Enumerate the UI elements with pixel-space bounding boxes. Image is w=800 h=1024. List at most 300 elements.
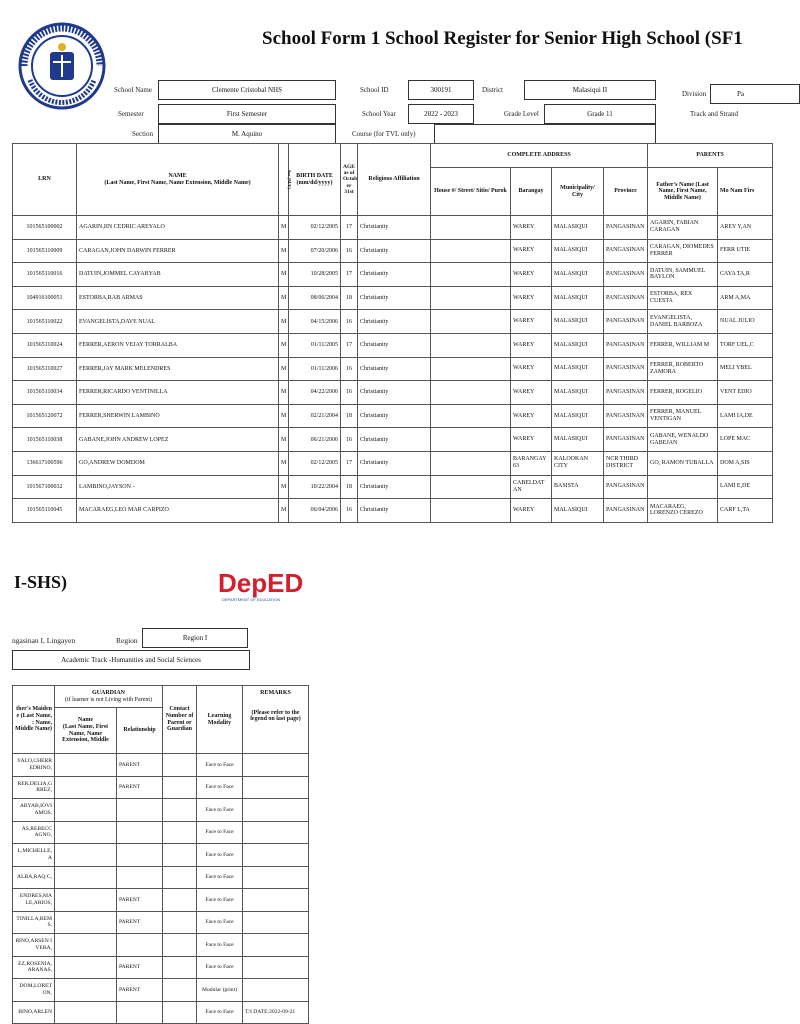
province-cell: PANGASINAN (604, 381, 648, 405)
father-cell: ESTORBA, REX CUESTA (648, 286, 718, 310)
sex-cell: M (279, 333, 289, 357)
name-cell: FERRER,AERON VEJAY TORRALBA (77, 333, 279, 357)
mother-cell: CAYA TA,R (718, 263, 773, 287)
modality-cell: Face to Face (197, 956, 243, 979)
mother-maiden-cell: ALBA,RAQ C, (13, 866, 55, 889)
division-label: Division (682, 90, 707, 98)
mother-cell: LAMI IA,DE (718, 404, 773, 428)
father-cell: MACARAEG, LORENZO CEREZO (648, 499, 718, 523)
mother-cell: CARF L,TA (718, 499, 773, 523)
table-row (13, 776, 309, 799)
birth-date-cell: 01/11/2006 (289, 357, 341, 381)
contact-cell (163, 754, 197, 777)
birth-date-cell: 02/12/2005 (289, 451, 341, 475)
age-cell: 16 (341, 381, 358, 405)
birth-date-cell: 08/06/2004 (289, 286, 341, 310)
contact-cell (163, 911, 197, 934)
district-label: District (482, 86, 503, 94)
municipality-cell: MALASIQUI (552, 381, 604, 405)
sex-cell: M (279, 216, 289, 240)
guardian-name-cell (55, 1001, 117, 1024)
deped-logo-text: DepED (218, 568, 304, 598)
province-cell: PANGASINAN (604, 263, 648, 287)
age-cell: 17 (341, 263, 358, 287)
contact-cell (163, 956, 197, 979)
deped-logo-sub: DEPARTMENT OF EDUCATION (222, 597, 281, 602)
municipality-cell: MALASIQUI (552, 216, 604, 240)
guardian-name-cell (55, 866, 117, 889)
guardian-name-cell (55, 776, 117, 799)
barangay-cell: WAREY (511, 381, 552, 405)
guardian-name-cell (55, 799, 117, 822)
table-row (13, 451, 773, 475)
mother-cell: LAMI E,DE (718, 475, 773, 499)
religion-cell: Christianity (358, 239, 431, 263)
table-row (13, 333, 773, 357)
province-cell: PANGASINAN (604, 286, 648, 310)
lrn-cell: 101565110022 (13, 310, 77, 334)
house-cell (431, 216, 511, 240)
religion-cell: Christianity (358, 404, 431, 428)
mother-maiden-cell: ABYAB,IOVI AMOS, (13, 799, 55, 822)
remarks-cell: T/I DATE:2022-09-21 (243, 1001, 309, 1024)
relationship-cell: PARENT (117, 979, 163, 1002)
table-row (13, 239, 773, 263)
col-complete-address: COMPLETE ADDRESS (431, 144, 648, 168)
col-municipality: Municipality/ City (552, 168, 604, 216)
col-guardian-name: Name (Last Name, First Name, Name Extension, Middle (55, 708, 117, 754)
table-row (13, 310, 773, 334)
modality-cell: Face to Face (197, 911, 243, 934)
age-cell: 17 (341, 216, 358, 240)
relationship-cell (117, 934, 163, 957)
barangay-cell: WAREY (511, 404, 552, 428)
house-cell (431, 475, 511, 499)
barangay-cell: WAREY (511, 499, 552, 523)
modality-cell: Modular (print) (197, 979, 243, 1002)
semester-label: Semester (118, 110, 144, 118)
name-cell: DATUIN,JOMMEL CAYABYAB (77, 263, 279, 287)
contact-cell (163, 979, 197, 1002)
barangay-cell: WAREY (511, 286, 552, 310)
house-cell (431, 239, 511, 263)
table-row (13, 979, 309, 1002)
birth-date-cell: 04/15/2006 (289, 310, 341, 334)
division-value-fragment: ngasinan I, Lingayen (12, 636, 76, 645)
province-cell: PANGASINAN (604, 499, 648, 523)
house-cell (431, 310, 511, 334)
mother-cell: FERR UTIE (718, 239, 773, 263)
birth-date-cell: 04/22/2006 (289, 381, 341, 405)
modality-cell: Face to Face (197, 889, 243, 912)
table-row (13, 934, 309, 957)
register-table (12, 143, 773, 523)
mother-maiden-cell: ENDRES,MA LE,ARIOS, (13, 889, 55, 912)
religion-cell: Christianity (358, 499, 431, 523)
age-cell: 17 (341, 333, 358, 357)
table-row (13, 357, 773, 381)
municipality-cell: MALASIQUI (552, 404, 604, 428)
father-cell: AGARIN, FABIAN CARAGAN (648, 216, 718, 240)
name-cell: GO,ANDREW DOMDOM (77, 451, 279, 475)
municipality-cell: KALOOKAN CITY (552, 451, 604, 475)
col-province: Province (604, 168, 648, 216)
school-year-label: School Year (362, 110, 396, 118)
table-row (13, 286, 773, 310)
lrn-cell: 101565110009 (13, 239, 77, 263)
table-row (13, 216, 773, 240)
name-cell: FERRER,JAY MARK MELENDRES (77, 357, 279, 381)
religion-cell: Christianity (358, 451, 431, 475)
province-cell: PANGASINAN (604, 216, 648, 240)
mother-cell: VENT EDIO (718, 381, 773, 405)
religion-cell: Christianity (358, 475, 431, 499)
region-field: Region I (142, 628, 248, 648)
house-cell (431, 263, 511, 287)
province-cell: PANGASINAN (604, 428, 648, 452)
relationship-cell: PARENT (117, 911, 163, 934)
table-row (13, 821, 309, 844)
school-id-label: School ID (360, 86, 389, 94)
school-name-label: School Name (114, 86, 152, 94)
father-cell: EVANGELISTA, DANIEL BARBOZA (648, 310, 718, 334)
age-cell: 16 (341, 239, 358, 263)
age-cell: 18 (341, 404, 358, 428)
barangay-cell: WAREY (511, 263, 552, 287)
remarks-cell (243, 866, 309, 889)
sex-cell: M (279, 404, 289, 428)
table-row (13, 404, 773, 428)
mother-cell: LOPE MAC (718, 428, 773, 452)
age-cell: 18 (341, 475, 358, 499)
birth-date-cell: 02/21/2004 (289, 404, 341, 428)
school-name-field: Clemente Cristobal NHS (158, 80, 336, 100)
father-cell: FERRER, ROBERTO ZAMORA (648, 357, 718, 381)
guardian-table (12, 685, 309, 1024)
house-cell (431, 333, 511, 357)
mother-cell: AREY Y,AN (718, 216, 773, 240)
table-row (13, 263, 773, 287)
father-cell (648, 475, 718, 499)
region-label: Region (116, 636, 138, 645)
religion-cell: Christianity (358, 310, 431, 334)
lrn-cell: 101565110038 (13, 428, 77, 452)
municipality-cell: MALASIQUI (552, 239, 604, 263)
lrn-cell: 101565110027 (13, 357, 77, 381)
modality-cell: Face to Face (197, 821, 243, 844)
col-mother: Mo Nam Firs (718, 168, 773, 216)
course-label: Course (for TVL only) (352, 130, 416, 138)
house-cell (431, 357, 511, 381)
sex-cell: M (279, 381, 289, 405)
sex-cell: M (279, 357, 289, 381)
name-cell: FERRER,RICARDO VENTINILLA (77, 381, 279, 405)
municipality-cell: MALASIQUI (552, 286, 604, 310)
lrn-cell: 101565110045 (13, 499, 77, 523)
lrn-cell: 101565110034 (13, 381, 77, 405)
birth-date-cell: 01/11/2005 (289, 333, 341, 357)
lrn-cell: 104916100051 (13, 286, 77, 310)
contact-cell (163, 799, 197, 822)
house-cell (431, 499, 511, 523)
house-cell (431, 428, 511, 452)
province-cell: PANGASINAN (604, 357, 648, 381)
contact-cell (163, 934, 197, 957)
mother-maiden-cell: DOM,LORET ON, (13, 979, 55, 1002)
section-label: Section (132, 130, 153, 138)
contact-cell (163, 889, 197, 912)
religion-cell: Christianity (358, 286, 431, 310)
deped-seal-logo (18, 22, 106, 110)
grade-level-label: Grade Level (504, 110, 539, 118)
name-cell: EVANGELISTA,DAVE NUAL (77, 310, 279, 334)
col-relationship: Relationship (117, 708, 163, 754)
mother-cell: MELI YBEL (718, 357, 773, 381)
remarks-cell (243, 776, 309, 799)
table-row (13, 889, 309, 912)
name-cell: ESTORBA,RAB ARMAS (77, 286, 279, 310)
province-cell: PANGASINAN (604, 310, 648, 334)
father-cell: DATUIN, SAMMUEL BAYLON (648, 263, 718, 287)
col-name: NAME (Last Name, First Name, Name Extension, Middle Name) (77, 144, 279, 216)
col-barangay: Barangay (511, 168, 552, 216)
sex-cell: M (279, 428, 289, 452)
modality-cell: Face to Face (197, 776, 243, 799)
lrn-cell: 101565120072 (13, 404, 77, 428)
house-cell (431, 451, 511, 475)
remarks-cell (243, 889, 309, 912)
name-cell: FERRER,SHERWIN LAMBINO (77, 404, 279, 428)
religion-cell: Christianity (358, 381, 431, 405)
col-parents: PARENTS (648, 144, 773, 168)
barangay-cell: WAREY (511, 310, 552, 334)
province-cell: PANGASINAN (604, 239, 648, 263)
birth-date-cell: 10/22/2004 (289, 475, 341, 499)
form-title-fragment: I-SHS) (14, 572, 68, 592)
mother-maiden-cell: BINO,ARLEN (13, 1001, 55, 1024)
table-row (13, 499, 773, 523)
guardian-name-cell (55, 934, 117, 957)
municipality-cell: MALASIQUI (552, 333, 604, 357)
division-field: Pa (710, 84, 800, 104)
guardian-name-cell (55, 754, 117, 777)
father-cell: CARAGAN, DIOMEDES FERRER (648, 239, 718, 263)
age-cell: 16 (341, 310, 358, 334)
name-cell: LAMBINO,JAYSON - (77, 475, 279, 499)
course-field (434, 124, 656, 144)
remarks-cell (243, 754, 309, 777)
mother-maiden-cell: RER,DELIA,G RREZ, (13, 776, 55, 799)
remarks-cell (243, 799, 309, 822)
relationship-cell (117, 799, 163, 822)
province-cell: PANGASINAN (604, 404, 648, 428)
religion-cell: Christianity (358, 333, 431, 357)
guardian-name-cell (55, 911, 117, 934)
remarks-cell (243, 821, 309, 844)
track-strand-field: Academic Track -Humanities and Social Sciences (12, 650, 250, 670)
col-house: House #/ Street/ Sitio/ Purok (431, 168, 511, 216)
mother-maiden-cell: AS,REBECC AGNO, (13, 821, 55, 844)
relationship-cell (117, 1001, 163, 1024)
sex-cell: M (279, 239, 289, 263)
age-cell: 16 (341, 499, 358, 523)
lrn-cell: 101565110016 (13, 263, 77, 287)
modality-cell: Face to Face (197, 754, 243, 777)
col-birth-date: BIRTH DATE (mm/dd/yyyy) (289, 144, 341, 216)
sex-cell: M (279, 499, 289, 523)
col-religion: Religious Affiliation (358, 144, 431, 216)
deped-logo (218, 566, 304, 611)
lrn-cell: 101565100002 (13, 216, 77, 240)
contact-cell (163, 866, 197, 889)
name-cell: MACARAEG,LEO MAR CARPIZO (77, 499, 279, 523)
col-father: Father's Name (Last Name, First Name, Middle Name) (648, 168, 718, 216)
sex-cell: M (279, 263, 289, 287)
table-row (13, 956, 309, 979)
remarks-cell (243, 979, 309, 1002)
barangay-cell: WAREY (511, 357, 552, 381)
guardian-name-cell (55, 889, 117, 912)
relationship-cell: PARENT (117, 776, 163, 799)
religion-cell: Christianity (358, 263, 431, 287)
col-lrn: LRN (13, 144, 77, 216)
sex-cell: M (279, 475, 289, 499)
guardian-name-cell (55, 821, 117, 844)
religion-cell: Christianity (358, 357, 431, 381)
name-cell: GABANE,JOHN ANDREW LOPEZ (77, 428, 279, 452)
municipality-cell: MALASIQUI (552, 263, 604, 287)
lrn-cell: 101567100032 (13, 475, 77, 499)
remarks-cell (243, 934, 309, 957)
remarks-cell (243, 844, 309, 867)
province-cell: PANGASINAN (604, 475, 648, 499)
modality-cell: Face to Face (197, 799, 243, 822)
contact-cell (163, 844, 197, 867)
mother-maiden-cell: EZ,ROSENIA, ARANAS, (13, 956, 55, 979)
relationship-cell (117, 821, 163, 844)
lrn-cell: 101565110024 (13, 333, 77, 357)
sex-cell: M (279, 310, 289, 334)
mother-maiden-cell: BINO,ARSEN I VERA, (13, 934, 55, 957)
modality-cell: Face to Face (197, 844, 243, 867)
house-cell (431, 286, 511, 310)
contact-cell (163, 1001, 197, 1024)
age-cell: 16 (341, 428, 358, 452)
province-cell: PANGASINAN (604, 333, 648, 357)
col-age: AGE as of Octob er 31st (341, 144, 358, 216)
relationship-cell (117, 844, 163, 867)
municipality-cell: MALASIQUI (552, 499, 604, 523)
age-cell: 17 (341, 451, 358, 475)
relationship-cell: PARENT (117, 956, 163, 979)
contact-cell (163, 821, 197, 844)
lrn-cell: 136617100596 (13, 451, 77, 475)
modality-cell: Face to Face (197, 1001, 243, 1024)
house-cell (431, 381, 511, 405)
relationship-cell (117, 866, 163, 889)
col-remarks: REMARKS (Please refer to the legend on last page) (243, 686, 309, 754)
modality-cell: Face to Face (197, 934, 243, 957)
school-id-field: 300191 (408, 80, 474, 100)
grade-level-field: Grade 11 (544, 104, 656, 124)
page-title: School Form 1 School Register for Senior High School (SF1 (262, 28, 743, 49)
mother-cell: ARM A,MA (718, 286, 773, 310)
municipality-cell: BASISTA (552, 475, 604, 499)
birth-date-cell: 07/20/2006 (289, 239, 341, 263)
semester-field: First Semester (158, 104, 336, 124)
mother-cell: NUAL JULIO (718, 310, 773, 334)
school-year-field: 2022 - 2023 (408, 104, 474, 124)
mother-cell: DOM A,SIS (718, 451, 773, 475)
name-cell: CARAGAN,JOHN DARWIN FERRER (77, 239, 279, 263)
table-row (13, 866, 309, 889)
track-strand-label: Track and Strand (690, 110, 738, 118)
barangay-cell: BARANGAY 63 (511, 451, 552, 475)
mother-maiden-cell: L,MICHELLE, A (13, 844, 55, 867)
birth-date-cell: 02/12/2005 (289, 216, 341, 240)
barangay-cell: WAREY (511, 428, 552, 452)
barangay-cell: CABELDAT AN (511, 475, 552, 499)
barangay-cell: WAREY (511, 239, 552, 263)
sex-cell: M (279, 286, 289, 310)
birth-date-cell: 06/04/2006 (289, 499, 341, 523)
table-row (13, 428, 773, 452)
mother-cell: TORF UEL,C (718, 333, 773, 357)
father-cell: FERRER, ROGELIO (648, 381, 718, 405)
barangay-cell: WAREY (511, 216, 552, 240)
table-row (13, 844, 309, 867)
religion-cell: Christianity (358, 428, 431, 452)
relationship-cell: PARENT (117, 889, 163, 912)
district-field: Malasiqui II (524, 80, 656, 100)
barangay-cell: WAREY (511, 333, 552, 357)
age-cell: 18 (341, 286, 358, 310)
father-cell: FERRER, MANUEL VENTIGAN (648, 404, 718, 428)
religion-cell: Christianity (358, 216, 431, 240)
col-contact: Contact Number of Parent or Guardian (163, 686, 197, 754)
mother-maiden-cell: YALO,CHERR EDRINO, (13, 754, 55, 777)
municipality-cell: MALASIQUI (552, 428, 604, 452)
province-cell: NCR THIRD DISTRICT (604, 451, 648, 475)
col-modality: Learning Modality (197, 686, 243, 754)
mother-maiden-cell: TINILLA,REM S, (13, 911, 55, 934)
table-row (13, 911, 309, 934)
col-mother-maiden: ther's Maiden e (Last Name, : Name, Middle Name) (13, 686, 55, 754)
remarks-cell (243, 911, 309, 934)
guardian-name-cell (55, 979, 117, 1002)
municipality-cell: MALASIQUI (552, 357, 604, 381)
father-cell: GO, RAMON TUBALLA (648, 451, 718, 475)
col-sex: Sex (M/F) (279, 144, 289, 216)
house-cell (431, 404, 511, 428)
father-cell: GABANE, WENALDO GABEJAN (648, 428, 718, 452)
table-row (13, 381, 773, 405)
table-row (13, 1001, 309, 1024)
table-row (13, 475, 773, 499)
table-row (13, 754, 309, 777)
municipality-cell: MALASIQUI (552, 310, 604, 334)
guardian-name-cell (55, 844, 117, 867)
remarks-cell (243, 956, 309, 979)
name-cell: AGARIN,IIN CEDRIC AREYALO (77, 216, 279, 240)
modality-cell: Face to Face (197, 866, 243, 889)
col-guardian: GUARDIAN (if learner is not Living with Parent) (55, 686, 163, 708)
age-cell: 16 (341, 357, 358, 381)
guardian-name-cell (55, 956, 117, 979)
birth-date-cell: 06/21/2006 (289, 428, 341, 452)
relationship-cell: PARENT (117, 754, 163, 777)
table-row (13, 799, 309, 822)
